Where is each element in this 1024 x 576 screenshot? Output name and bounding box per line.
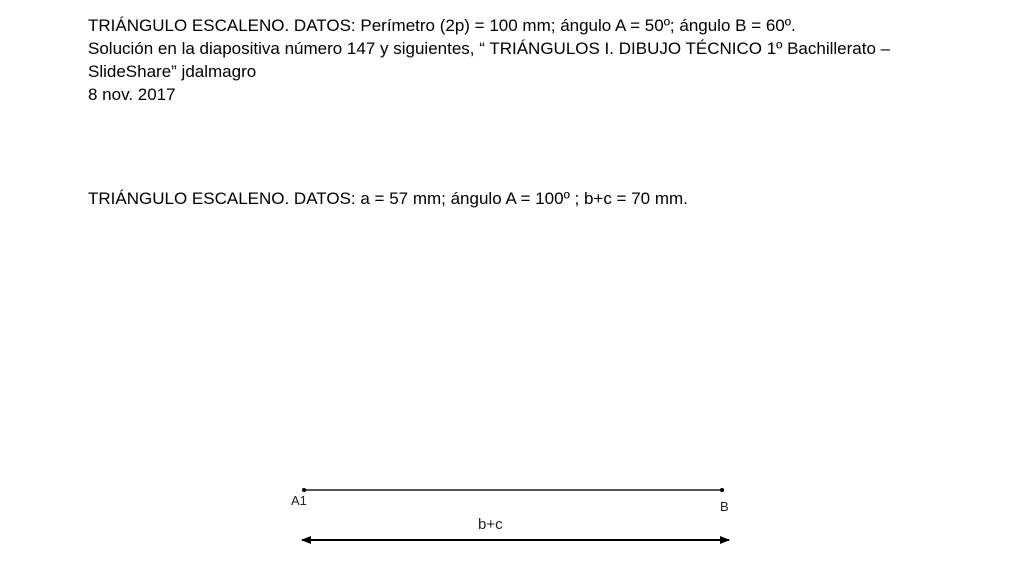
point-a1-label: A1 xyxy=(291,493,307,508)
problem2-title: TRIÁNGULO ESCALENO. DATOS: a = 57 mm; ángulo A = 100º ; b+c = 70 mm. xyxy=(88,189,688,208)
point-b-label: B xyxy=(720,499,729,514)
problem1-block xyxy=(88,14,918,106)
problem1-title: TRIÁNGULO ESCALENO. DATOS: Perímetro (2p) = 100 mm; ángulo A = 50º; ángulo B = 60º. xyxy=(88,16,796,35)
problem1-date: 8 nov. 2017 xyxy=(88,85,176,104)
point-b-dot xyxy=(720,488,724,492)
point-a1-dot xyxy=(302,488,306,492)
problem1-solution-reference: Solución en la diapositiva número 147 y siguientes, “ TRIÁNGULOS I. DIBUJO TÉCNICO 1º Bachillerato – SlideShare” jdalmagro xyxy=(88,39,891,81)
dimension-label: b+c xyxy=(478,516,503,533)
